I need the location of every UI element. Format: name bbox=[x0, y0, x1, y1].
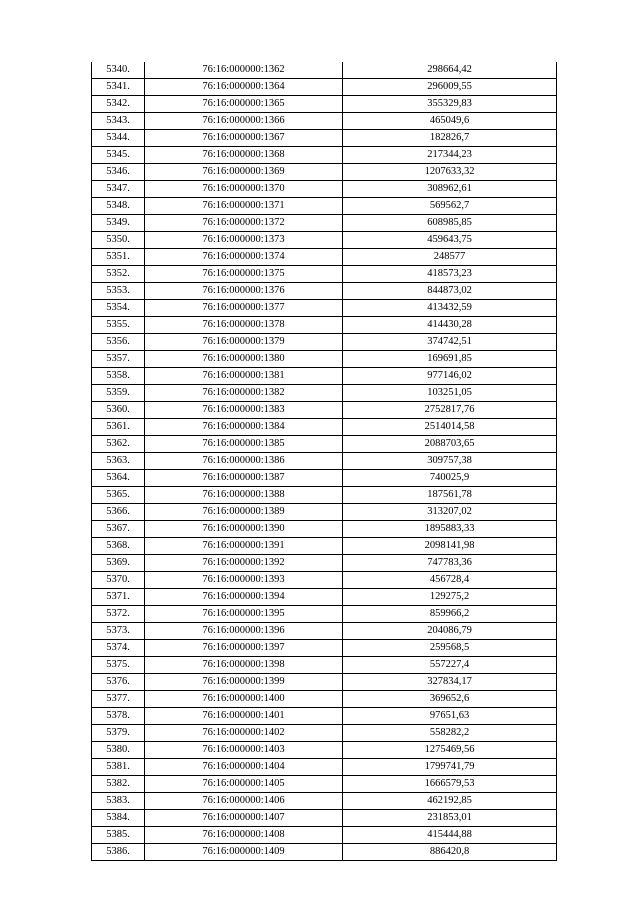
table-row bbox=[92, 521, 557, 538]
table-row bbox=[92, 827, 557, 844]
cadastral-number: 76:16:000000:1394 bbox=[145, 589, 343, 606]
table-row bbox=[92, 181, 557, 198]
cadastral-number: 76:16:000000:1392 bbox=[145, 555, 343, 572]
value-cell: 740025,9 bbox=[343, 470, 557, 487]
row-number: 5344. bbox=[92, 130, 145, 147]
table-row bbox=[92, 504, 557, 521]
value-cell: 977146,02 bbox=[343, 368, 557, 385]
cadastral-number: 76:16:000000:1378 bbox=[145, 317, 343, 334]
table-row bbox=[92, 266, 557, 283]
row-number: 5366. bbox=[92, 504, 145, 521]
value-cell: 231853,01 bbox=[343, 810, 557, 827]
table-row bbox=[92, 725, 557, 742]
cadastral-number: 76:16:000000:1369 bbox=[145, 164, 343, 181]
value-cell: 886420,8 bbox=[343, 844, 557, 861]
value-cell: 259568,5 bbox=[343, 640, 557, 657]
row-number: 5361. bbox=[92, 419, 145, 436]
data-table bbox=[91, 62, 557, 861]
value-cell: 459643,75 bbox=[343, 232, 557, 249]
table-row bbox=[92, 368, 557, 385]
value-cell: 557227,4 bbox=[343, 657, 557, 674]
cadastral-number: 76:16:000000:1367 bbox=[145, 130, 343, 147]
cadastral-number: 76:16:000000:1387 bbox=[145, 470, 343, 487]
value-cell: 1275469,56 bbox=[343, 742, 557, 759]
value-cell: 169691,85 bbox=[343, 351, 557, 368]
value-cell: 1799741,79 bbox=[343, 759, 557, 776]
cadastral-number: 76:16:000000:1381 bbox=[145, 368, 343, 385]
table-row bbox=[92, 62, 557, 79]
table-row bbox=[92, 317, 557, 334]
row-number: 5364. bbox=[92, 470, 145, 487]
value-cell: 2088703,65 bbox=[343, 436, 557, 453]
cadastral-number: 76:16:000000:1366 bbox=[145, 113, 343, 130]
value-cell: 462192,85 bbox=[343, 793, 557, 810]
table-row bbox=[92, 283, 557, 300]
cadastral-number: 76:16:000000:1395 bbox=[145, 606, 343, 623]
value-cell: 97651,63 bbox=[343, 708, 557, 725]
cadastral-number: 76:16:000000:1379 bbox=[145, 334, 343, 351]
cadastral-number: 76:16:000000:1362 bbox=[145, 62, 343, 79]
row-number: 5368. bbox=[92, 538, 145, 555]
table-row bbox=[92, 232, 557, 249]
value-cell: 204086,79 bbox=[343, 623, 557, 640]
cadastral-number: 76:16:000000:1386 bbox=[145, 453, 343, 470]
cadastral-number: 76:16:000000:1373 bbox=[145, 232, 343, 249]
value-cell: 2514014,58 bbox=[343, 419, 557, 436]
cadastral-number: 76:16:000000:1402 bbox=[145, 725, 343, 742]
table-row bbox=[92, 759, 557, 776]
row-number: 5357. bbox=[92, 351, 145, 368]
value-cell: 374742,51 bbox=[343, 334, 557, 351]
table-row bbox=[92, 419, 557, 436]
table-row bbox=[92, 215, 557, 232]
cadastral-number: 76:16:000000:1393 bbox=[145, 572, 343, 589]
table-row bbox=[92, 640, 557, 657]
value-cell: 1666579,53 bbox=[343, 776, 557, 793]
row-number: 5384. bbox=[92, 810, 145, 827]
row-number: 5370. bbox=[92, 572, 145, 589]
table-row bbox=[92, 334, 557, 351]
value-cell: 844873,02 bbox=[343, 283, 557, 300]
row-number: 5378. bbox=[92, 708, 145, 725]
row-number: 5379. bbox=[92, 725, 145, 742]
value-cell: 182826,7 bbox=[343, 130, 557, 147]
cadastral-number: 76:16:000000:1388 bbox=[145, 487, 343, 504]
table-row bbox=[92, 538, 557, 555]
cadastral-number: 76:16:000000:1385 bbox=[145, 436, 343, 453]
table-row bbox=[92, 402, 557, 419]
table-row bbox=[92, 385, 557, 402]
table-row bbox=[92, 79, 557, 96]
table-body bbox=[92, 62, 557, 861]
value-cell: 859966,2 bbox=[343, 606, 557, 623]
value-cell: 413432,59 bbox=[343, 300, 557, 317]
value-cell: 558282,2 bbox=[343, 725, 557, 742]
row-number: 5385. bbox=[92, 827, 145, 844]
table-row bbox=[92, 113, 557, 130]
table-row bbox=[92, 623, 557, 640]
row-number: 5380. bbox=[92, 742, 145, 759]
cadastral-number: 76:16:000000:1404 bbox=[145, 759, 343, 776]
row-number: 5376. bbox=[92, 674, 145, 691]
row-number: 5374. bbox=[92, 640, 145, 657]
cadastral-number: 76:16:000000:1365 bbox=[145, 96, 343, 113]
cadastral-number: 76:16:000000:1407 bbox=[145, 810, 343, 827]
row-number: 5373. bbox=[92, 623, 145, 640]
cadastral-number: 76:16:000000:1405 bbox=[145, 776, 343, 793]
value-cell: 418573,23 bbox=[343, 266, 557, 283]
cadastral-number: 76:16:000000:1370 bbox=[145, 181, 343, 198]
value-cell: 313207,02 bbox=[343, 504, 557, 521]
value-cell: 414430,28 bbox=[343, 317, 557, 334]
row-number: 5347. bbox=[92, 181, 145, 198]
value-cell: 298664,42 bbox=[343, 62, 557, 79]
value-cell: 415444,88 bbox=[343, 827, 557, 844]
table-row bbox=[92, 470, 557, 487]
row-number: 5345. bbox=[92, 147, 145, 164]
value-cell: 103251,05 bbox=[343, 385, 557, 402]
value-cell: 608985,85 bbox=[343, 215, 557, 232]
value-cell: 1207633,32 bbox=[343, 164, 557, 181]
row-number: 5365. bbox=[92, 487, 145, 504]
table-row bbox=[92, 810, 557, 827]
value-cell: 187561,78 bbox=[343, 487, 557, 504]
table-row bbox=[92, 589, 557, 606]
table-row bbox=[92, 708, 557, 725]
value-cell: 129275,2 bbox=[343, 589, 557, 606]
cadastral-number: 76:16:000000:1368 bbox=[145, 147, 343, 164]
table-row bbox=[92, 691, 557, 708]
row-number: 5348. bbox=[92, 198, 145, 215]
row-number: 5342. bbox=[92, 96, 145, 113]
value-cell: 355329,83 bbox=[343, 96, 557, 113]
value-cell: 309757,38 bbox=[343, 453, 557, 470]
table-row bbox=[92, 147, 557, 164]
row-number: 5358. bbox=[92, 368, 145, 385]
row-number: 5360. bbox=[92, 402, 145, 419]
row-number: 5381. bbox=[92, 759, 145, 776]
value-cell: 308962,61 bbox=[343, 181, 557, 198]
value-cell: 456728,4 bbox=[343, 572, 557, 589]
value-cell: 2098141,98 bbox=[343, 538, 557, 555]
cadastral-number: 76:16:000000:1397 bbox=[145, 640, 343, 657]
table-row bbox=[92, 742, 557, 759]
row-number: 5351. bbox=[92, 249, 145, 266]
cadastral-number: 76:16:000000:1382 bbox=[145, 385, 343, 402]
cadastral-number: 76:16:000000:1403 bbox=[145, 742, 343, 759]
cadastral-number: 76:16:000000:1377 bbox=[145, 300, 343, 317]
cadastral-number: 76:16:000000:1409 bbox=[145, 844, 343, 861]
row-number: 5372. bbox=[92, 606, 145, 623]
row-number: 5386. bbox=[92, 844, 145, 861]
cadastral-number: 76:16:000000:1372 bbox=[145, 215, 343, 232]
table-row bbox=[92, 555, 557, 572]
table-row bbox=[92, 776, 557, 793]
row-number: 5352. bbox=[92, 266, 145, 283]
cadastral-number: 76:16:000000:1389 bbox=[145, 504, 343, 521]
row-number: 5349. bbox=[92, 215, 145, 232]
row-number: 5369. bbox=[92, 555, 145, 572]
cadastral-number: 76:16:000000:1408 bbox=[145, 827, 343, 844]
cadastral-number: 76:16:000000:1390 bbox=[145, 521, 343, 538]
table-row bbox=[92, 351, 557, 368]
row-number: 5363. bbox=[92, 453, 145, 470]
table-row bbox=[92, 198, 557, 215]
cadastral-number: 76:16:000000:1364 bbox=[145, 79, 343, 96]
table-row bbox=[92, 164, 557, 181]
cadastral-number: 76:16:000000:1401 bbox=[145, 708, 343, 725]
cadastral-number: 76:16:000000:1380 bbox=[145, 351, 343, 368]
cadastral-number: 76:16:000000:1384 bbox=[145, 419, 343, 436]
table-row bbox=[92, 300, 557, 317]
table-row bbox=[92, 436, 557, 453]
table-row bbox=[92, 130, 557, 147]
row-number: 5371. bbox=[92, 589, 145, 606]
table-row bbox=[92, 249, 557, 266]
value-cell: 1895883,33 bbox=[343, 521, 557, 538]
table-row bbox=[92, 657, 557, 674]
cadastral-number: 76:16:000000:1383 bbox=[145, 402, 343, 419]
table-row bbox=[92, 453, 557, 470]
row-number: 5355. bbox=[92, 317, 145, 334]
row-number: 5341. bbox=[92, 79, 145, 96]
value-cell: 747783,36 bbox=[343, 555, 557, 572]
row-number: 5356. bbox=[92, 334, 145, 351]
value-cell: 248577 bbox=[343, 249, 557, 266]
cadastral-number: 76:16:000000:1398 bbox=[145, 657, 343, 674]
cadastral-number: 76:16:000000:1396 bbox=[145, 623, 343, 640]
cadastral-number: 76:16:000000:1374 bbox=[145, 249, 343, 266]
cadastral-number: 76:16:000000:1376 bbox=[145, 283, 343, 300]
row-number: 5377. bbox=[92, 691, 145, 708]
table-row bbox=[92, 674, 557, 691]
row-number: 5354. bbox=[92, 300, 145, 317]
cadastral-number: 76:16:000000:1400 bbox=[145, 691, 343, 708]
row-number: 5367. bbox=[92, 521, 145, 538]
value-cell: 2752817,76 bbox=[343, 402, 557, 419]
row-number: 5346. bbox=[92, 164, 145, 181]
table-row bbox=[92, 793, 557, 810]
value-cell: 369652,6 bbox=[343, 691, 557, 708]
row-number: 5353. bbox=[92, 283, 145, 300]
cadastral-number: 76:16:000000:1406 bbox=[145, 793, 343, 810]
value-cell: 296009,55 bbox=[343, 79, 557, 96]
row-number: 5343. bbox=[92, 113, 145, 130]
value-cell: 217344,23 bbox=[343, 147, 557, 164]
cadastral-number: 76:16:000000:1399 bbox=[145, 674, 343, 691]
table-row bbox=[92, 96, 557, 113]
table-row bbox=[92, 844, 557, 861]
row-number: 5340. bbox=[92, 62, 145, 79]
table-row bbox=[92, 487, 557, 504]
row-number: 5375. bbox=[92, 657, 145, 674]
row-number: 5362. bbox=[92, 436, 145, 453]
value-cell: 327834,17 bbox=[343, 674, 557, 691]
row-number: 5382. bbox=[92, 776, 145, 793]
value-cell: 465049,6 bbox=[343, 113, 557, 130]
cadastral-number: 76:16:000000:1391 bbox=[145, 538, 343, 555]
value-cell: 569562,7 bbox=[343, 198, 557, 215]
cadastral-number: 76:16:000000:1375 bbox=[145, 266, 343, 283]
row-number: 5359. bbox=[92, 385, 145, 402]
row-number: 5350. bbox=[92, 232, 145, 249]
row-number: 5383. bbox=[92, 793, 145, 810]
table-row bbox=[92, 606, 557, 623]
table-row bbox=[92, 572, 557, 589]
cadastral-number: 76:16:000000:1371 bbox=[145, 198, 343, 215]
